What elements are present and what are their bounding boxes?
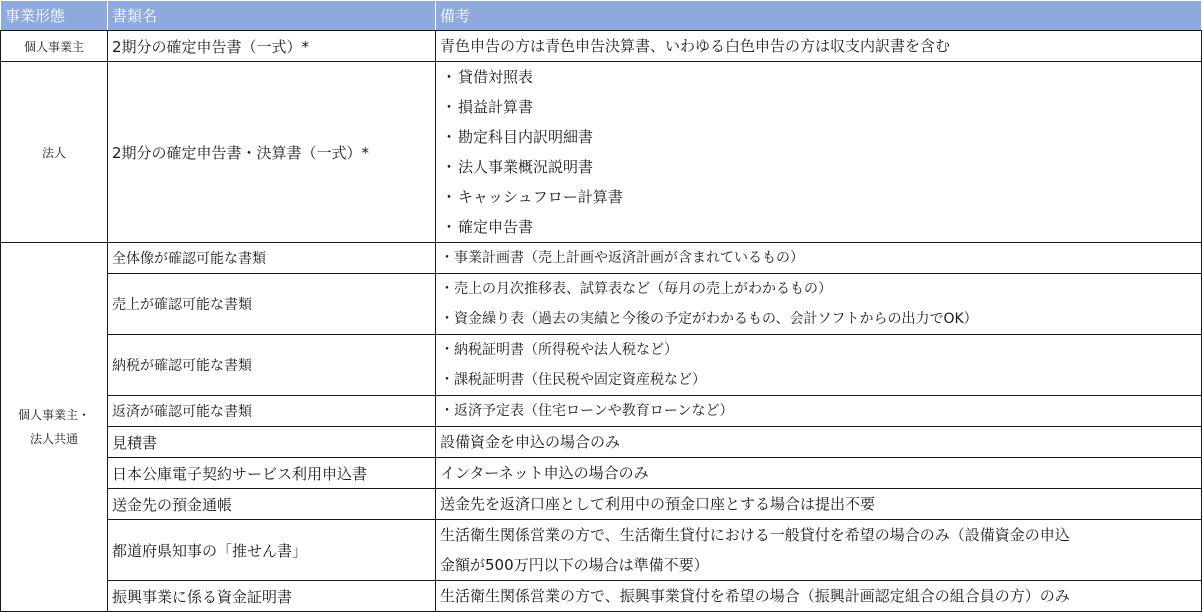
table-row-corporation [1,62,1202,243]
list-item: ・ 確定申告書 [441,218,534,236]
table-row [1,396,1202,427]
remarks-cell: 生活衛生関係営業の方で、振興事業貸付を希望の場合（振興計画認定組合の組合員の方）のみ [436,581,1202,612]
remarks-cell: ・返済予定表（住宅ローンや教育ローンなど） [436,396,1202,427]
table-row [1,520,1202,581]
remarks-cell: 設備資金を申込の場合のみ [436,427,1202,458]
document-name-cell: 振興事業に係る資金証明書 [108,581,436,612]
remarks-cell: インターネット申込の場合のみ [436,458,1202,489]
document-name-cell: 見積書 [108,427,436,458]
table-row [1,274,1202,335]
document-name-cell: 送金先の預金通帳 [108,489,436,520]
header-remarks: 備考 [436,1,1202,31]
document-name-cell: 2期分の確定申告書（一式）* [108,31,436,62]
table-row [1,458,1202,489]
document-name-cell: 返済が確認可能な書類 [108,396,436,427]
remarks-cell: 青色申告の方は青色申告決算書、いわゆる白色申告の方は収支内訳書を含む [436,31,1202,62]
header-business-type: 事業形態 [1,1,108,31]
document-name-cell: 売上が確認可能な書類 [108,274,436,335]
table-row [1,335,1202,396]
list-item: ・ 勘定科目内訳明細書 [441,128,594,146]
document-name-cell: 日本公庫電子契約サービス利用申込書 [108,458,436,489]
table-row [1,581,1202,612]
document-name-cell: 全体像が確認可能な書類 [108,243,436,274]
header-row [1,1,1202,31]
list-item: ・ 貸借対照表 [441,68,534,86]
business-type-cell: 個人事業主 [1,31,108,62]
remarks-cell: ・納税証明書（所得税や法人税など） ・課税証明書（住民税や固定資産税など） [436,335,1202,396]
remarks-cell [436,62,1202,243]
document-name-cell: 都道府県知事の「推せん書」 [108,520,436,581]
remarks-cell: ・事業計画書（売上計画や返済計画が含まれているもの） [436,243,1202,274]
business-type-cell: 法人 [1,62,108,243]
document-name-cell: 納税が確認可能な書類 [108,335,436,396]
business-type-cell: 個人事業主・ 法人共通 [1,243,108,612]
list-item: ・ 法人事業概況説明書 [441,158,594,176]
table-row-individual [1,31,1202,62]
remarks-cell: 送金先を返済口座として利用中の預金口座とする場合は提出不要 [436,489,1202,520]
remarks-cell: 生活衛生関係営業の方で、生活衛生貸付における一般貸付を希望の場合のみ（設備資金の申込 金額が500万円以下の場合は準備不要） [436,520,1202,581]
header-document-name: 書類名 [108,1,436,31]
document-name-cell: 2期分の確定申告書・決算書（一式）* [108,62,436,243]
table-row [1,243,1202,274]
list-item: ・ 損益計算書 [441,98,534,116]
table-row [1,427,1202,458]
table-row [1,489,1202,520]
list-item: ・ キャッシュフロー計算書 [441,188,623,206]
remarks-cell: ・売上の月次推移表、試算表など（毎月の売上がわかるもの） ・資金繰り表（過去の実績と今後の予定がわかるもの、会計ソフトからの出力でOK） [436,274,1202,335]
